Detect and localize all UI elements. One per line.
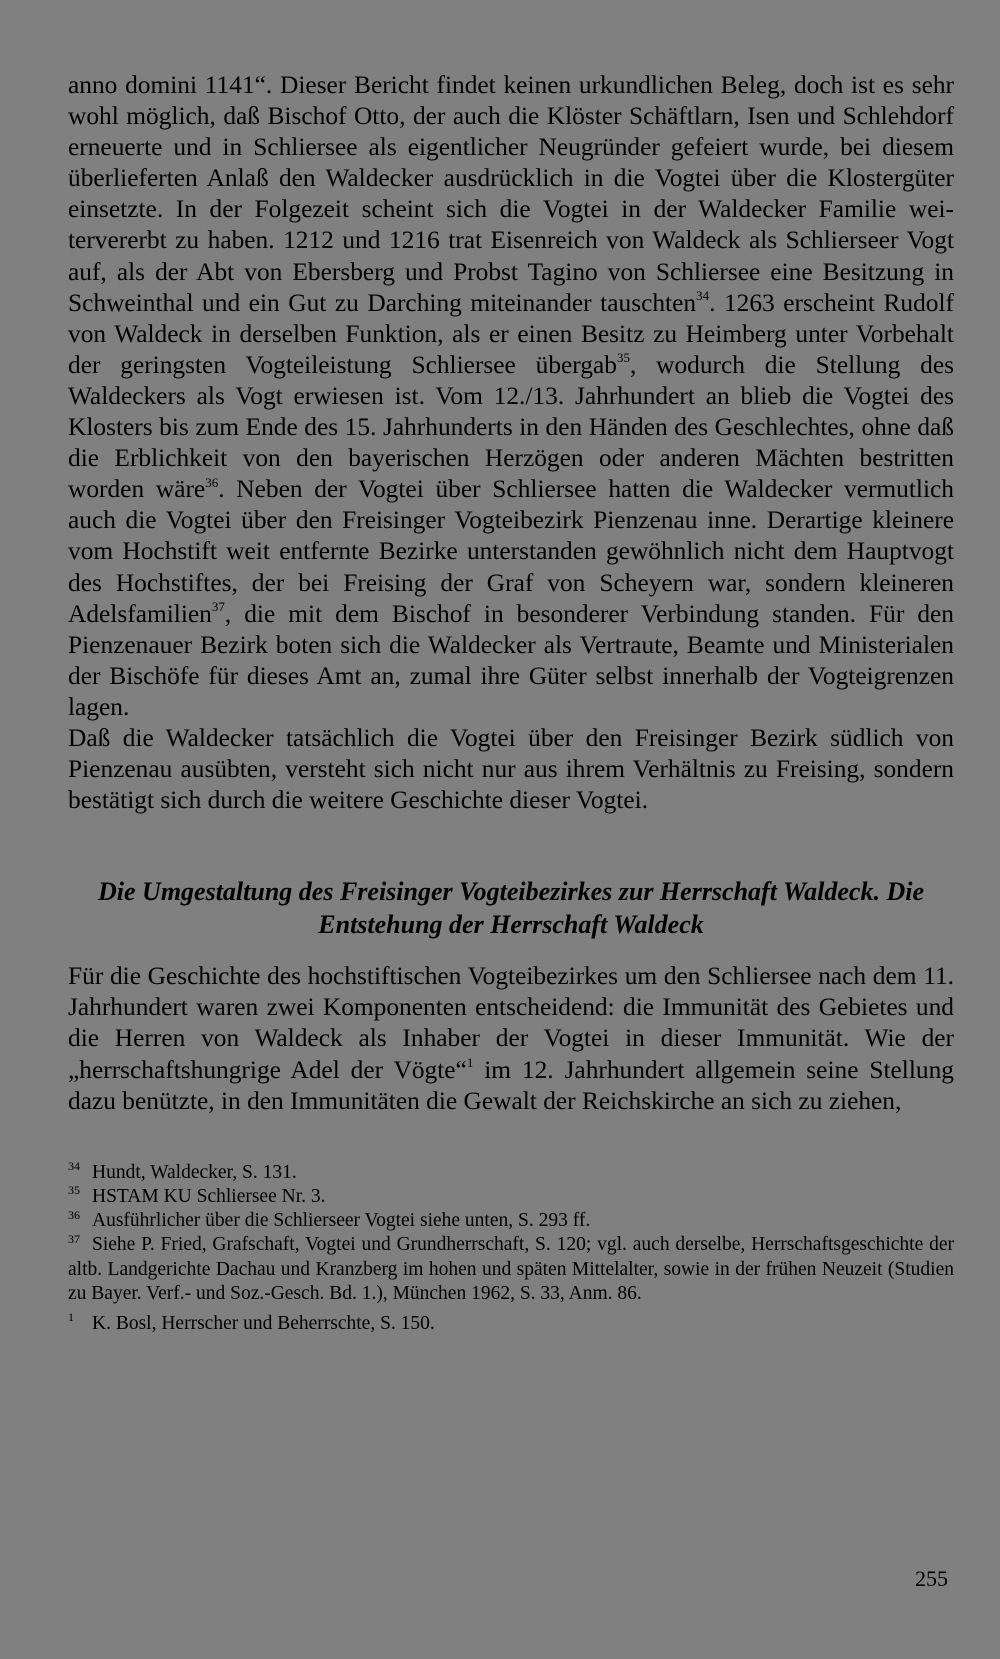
footnote-text: Ausführlicher über die Schlierseer Vogtei siehe unten, S. 293 ff. [92,1210,591,1232]
section-heading: Die Umgestaltung des Freisinger Vogteibezirkes zur Herrschaft Waldeck. Die Entstehung der Herrschaft Waldeck [98,877,924,940]
section-paragraph [68,961,954,1116]
footnote-text: Siehe P. Fried, Grafschaft, Vogtei und Grundherrschaft, S. 120; vgl. auch derselbe, Herrschaftsgeschichte der altb. Landgerichte Dachau und Kranzberg im hohen und späten Mittelalter, sowie in der frühen Neuzeit (Studien zu Bayer. Verf.- und Soz.-Gesch. Bd. 1.), München 1962, S. 33, Anm. 86. [68,1234,954,1304]
paragraph-text: anno domini 1141“. Dieser Bericht findet keinen urkundlichen Beleg, doch ist es sehr wohl möglich, daß Bischof Otto, der auch die Klöster Schäftlarn, Isen und Schlehdorf erneuerte und in Schliersee als eigentlicher Neugründer gefeiert wurde, bei diesem überlieferten Anlaß den Waldecker ausdrücklich in die Vogtei über die Klostergüter einsetzte. In der Folgezeit scheint sich die Vogtei in der Waldecker Familie weitervererbt zu haben. 1212 und 1216 trat Eisenreich von Waldeck als Schlierseer Vogt auf, als der Abt von Ebersberg und Probst Tagino von Schliersee eine Besitzung in Schweinthal und ein Gut zu Darching miteinander tauschten [68,71,954,317]
body-text [68,70,954,816]
footnote: 1 K. Bosl, Herrscher und Beherrschte, S. 150. [68,1310,435,1334]
footnote: 35 HSTAM KU Schliersee Nr. 3. [68,1183,326,1207]
paragraph-text: , wodurch die Stellung des Waldeckers als Vogt erwiesen ist. Vom 12./13. Jahrhundert an blieb die Vogtei des Klosters bis zum Ende des 15. Jahrhunderts in den Händen des Geschlechtes, ohne daß die Erblichkeit von den bayerischen Herzögen oder anderen Mächten bestritten worden wäre [68,350,954,504]
paragraph-text: Für die Geschichte des hochstiftischen Vogteibezirkes um den Schliersee nach dem 11. Jahrhundert waren zwei Komponenten entscheidend: die Immunität des Gebietes und die Herren von Waldeck als Inhaber der Vogtei in dieser Immunität. Wie der „herrschaftshungrige Adel der Vögte“ [68,962,954,1084]
paragraph-text: . 1263 erscheint Rudolf von Waldeck in derselben Funktion, als er einen Besitz zu Heimberg unter Vorbehalt der geringsten Vogteileistung Schliersee übergab [68,288,954,379]
page-content [68,70,954,1336]
footnote-text: Hundt, Waldecker, S. 131. [92,1161,297,1183]
footnote: 36 Ausführlicher über die Schlierseer Vogtei siehe unten, S. 293 ff. [68,1207,591,1232]
body-paragraph [68,723,954,816]
footnotes [68,1161,954,1336]
footnote: 34 Hundt, Waldecker, S. 131. [68,1159,297,1183]
body-paragraph [68,70,954,723]
paragraph-text: Daß die Waldecker tatsächlich die Vogtei über den Freisinger Bezirk südlich von Pienzenau ausübten, versteht sich nicht nur aus ihrem Verhältnis zu Freising, sondern bestätigt sich durch die weitere Geschichte dieser Vogtei. [68,723,954,815]
section-body [68,961,954,1116]
footnote-text: K. Bosl, Herrscher und Beherrschte, S. 150. [92,1312,435,1334]
paragraph-text: , die mit dem Bischof in besonderer Verbindung standen. Für den Pienzenauer Bezirk boten sich die Waldecker als Vertraute, Beamte und Ministerialen der Bischöfe für dieses Amt an, zumal ihre Güter selbst innerhalb der Vogteigrenzen lagen. [68,599,954,721]
paragraph-text: . Neben der Vogtei über Schliersee hatten die Waldecker vermutlich auch die Vogtei über den Freisinger Vogteibezirk Pienzenau inne. Derartige kleinere vom Hochstift weit entfernte Bezirke unterstanden gewöhnlich nicht dem Hauptvogt des Hochstiftes, der bei Freising der Graf von Scheyern war, sondern kleineren Adelsfamilien [68,475,954,628]
footnote-reference: 36 [205,474,219,490]
footnote-reference: 34 [696,288,710,304]
footnote: 37 Siehe P. Fried, Grafschaft, Vogtei und Grundherrschaft, S. 120; vgl. auch derselbe, Herrschaftsgeschichte der altb. Landgerichte Dachau und Kranzberg im hohen und späten Mittelalter, sowie in der frühen Neuzeit (Studien zu Bayer. Verf.- und Soz.-Gesch. Bd. 1.), München 1962, S. 33, Anm. 86. [68,1231,954,1304]
footnote-reference: 35 [616,350,630,366]
footnote-reference: 37 [211,599,225,615]
footnote-text: HSTAM KU Schliersee Nr. 3. [92,1185,326,1207]
footnote-reference: 1 [466,1055,474,1071]
paragraph-text: im 12. Jahrhundert allgemein seine Stellung dazu benützte, in den Immunitäten die Gewalt der Reichskirche an sich zu ziehen, [68,1055,954,1115]
page-number: 255 [915,1566,948,1591]
